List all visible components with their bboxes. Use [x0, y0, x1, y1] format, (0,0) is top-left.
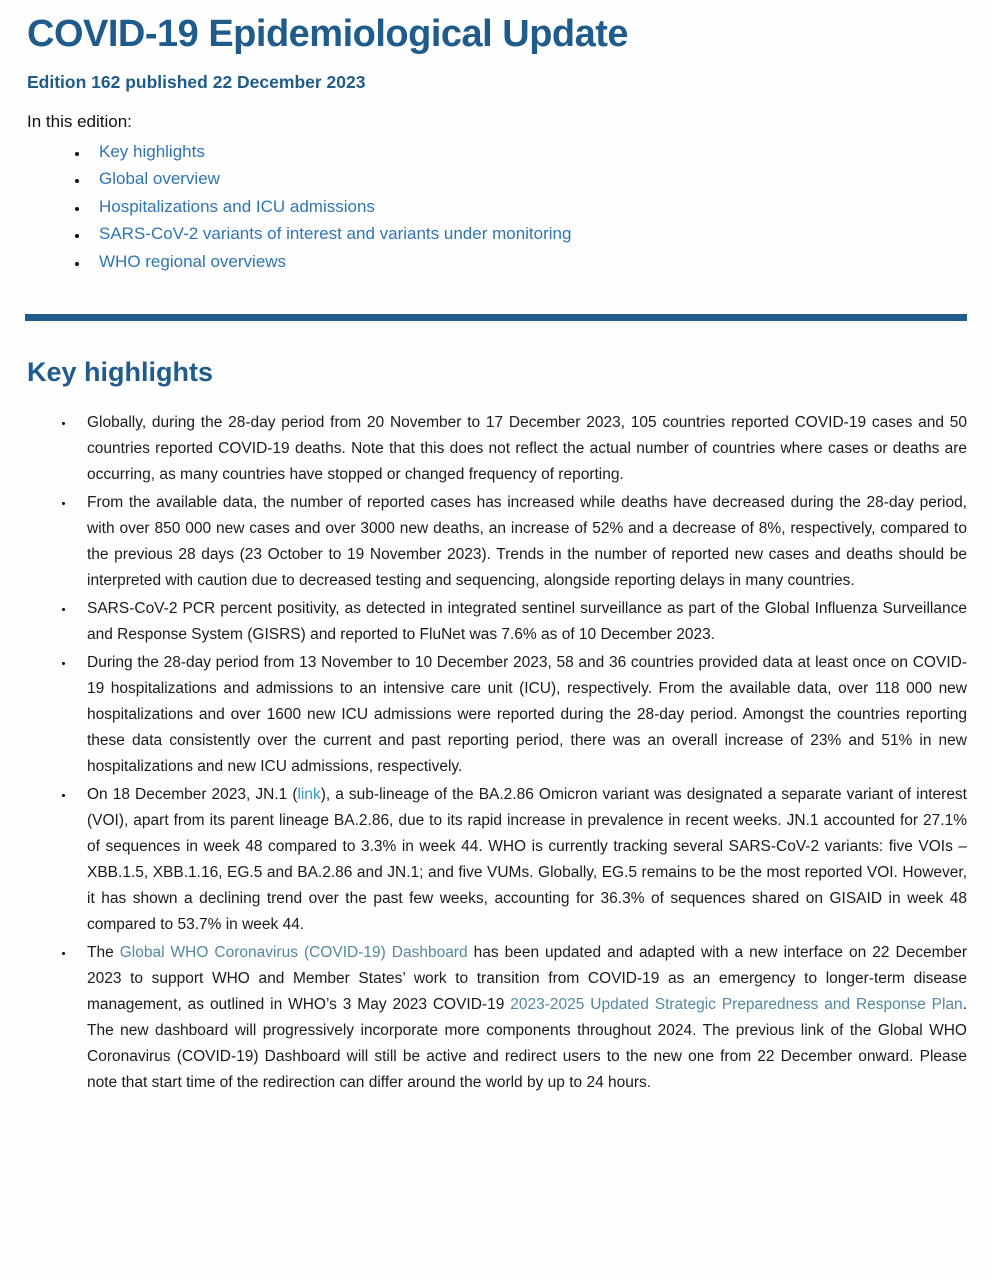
- highlight-bullet: [75, 940, 967, 1096]
- bullet-text: From the available data, the number of reported cases has increased while deaths have decreased during the 28-day period, with over 850 000 new cases and over 3000 new deaths, an increase of 52% and a decrease of 8%, respectively, compared to the previous 28 days (23 October to 19 November 2023). Trends in the number of reported new cases and deaths should be interpreted with caution due to decreased testing and sequencing, alongside reporting delays in many countries.: [87, 494, 967, 590]
- bullet-text: Globally, during the 28-day period from 20 November to 17 December 2023, 105 countries reported COVID-19 cases and 50 countries reported COVID-19 deaths. Note that this does not reflect the actual number of countries where cases or deaths are occurring, as many countries have stopped or changed frequency of reporting.: [87, 414, 967, 484]
- sprp-link[interactable]: 2023-2025 Updated Strategic Preparedness and Response Plan: [510, 996, 963, 1014]
- highlight-bullet: [75, 490, 967, 594]
- page-title: COVID-19 Epidemiological Update: [27, 13, 629, 55]
- toc-link-1[interactable]: Global overview: [99, 169, 220, 189]
- edition-line: Edition 162 published 22 December 2023: [27, 71, 366, 92]
- highlight-bullet: [75, 782, 967, 938]
- toc-link-2[interactable]: Hospitalizations and ICU admissions: [99, 196, 375, 216]
- bullet-text: During the 28-day period from 13 November to 10 December 2023, 58 and 36 countries provided data at least once on COVID-19 hospitalizations and admissions to an intensive care unit (ICU), respectively. From the available data, over 118 000 new hospitalizations and over 1600 new ICU admissions were reported during the 28-day period. Amongst the countries reporting these data consistently over the current and past reporting period, there was an overall increase of 23% and 51% in new hospitalizations and new ICU admissions, respectively.: [87, 654, 967, 776]
- dashboard-link[interactable]: Global WHO Coronavirus (COVID-19) Dashboard: [119, 944, 468, 962]
- toc-link-4[interactable]: WHO regional overviews: [99, 251, 287, 271]
- bullet-text: On 18 December 2023, JN.1 (: [87, 786, 298, 804]
- toc-list: [27, 138, 967, 276]
- toc-item: [89, 220, 967, 248]
- toc-item: [89, 193, 967, 221]
- toc-item: [89, 138, 967, 166]
- highlight-bullet: [75, 410, 967, 488]
- toc-label: In this edition:: [27, 111, 132, 131]
- bullet-text: . The new dashboard will progressively incorporate more components throughout 2024. The previous link of the Global WHO Coronavirus (COVID-19) Dashboard will still be active and redirect users to the new one from 22 December onward. Please note that start time of the redirection can differ around the world by up to 24 hours.: [87, 996, 967, 1092]
- toc-item: [89, 165, 967, 193]
- toc-link-3[interactable]: SARS-CoV-2 variants of interest and variants under monitoring: [99, 224, 572, 244]
- bullet-text: The: [87, 944, 120, 962]
- jn1-link[interactable]: link: [297, 786, 321, 804]
- section-divider: [25, 314, 967, 321]
- section-heading: Key highlights: [27, 357, 214, 388]
- bullet-text: has been updated and adapted with a new interface on 22 December 2023 to support WHO and Member States’ work to transition from COVID-19 as an emergency to longer-term disease management, as outlined in WHO’s 3 May 2023 COVID-19: [87, 944, 967, 1014]
- key-highlights-list: [27, 410, 967, 1096]
- toc-link-0[interactable]: Key highlights: [99, 141, 205, 161]
- highlight-bullet: [75, 650, 967, 780]
- highlight-bullet: [75, 596, 967, 648]
- toc-item: [89, 248, 967, 276]
- bullet-text: SARS-CoV-2 PCR percent positivity, as detected in integrated sentinel surveillance as part of the Global Influenza Surveillance and Response System (GISRS) and reported to FluNet was 7.6% as of 10 December 2023.: [87, 600, 967, 644]
- bullet-text: ), a sub-lineage of the BA.2.86 Omicron variant was designated a separate variant of interest (VOI), apart from its parent lineage BA.2.86, due to its rapid increase in prevalence in recent weeks. JN.1 accounted for 27.1% of sequences in week 48 compared to 3.3% in week 44. WHO is currently tracking several SARS-CoV-2 variants: five VOIs – XBB.1.5, XBB.1.16, EG.5 and BA.2.86 and JN.1; and five VUMs. Globally, EG.5 remains to be the most reported VOI. However, it has shown a declining trend over the past few weeks, accounting for 36.3% of sequences shared on GISAID in week 48 compared to 53.7% in week 44.: [87, 786, 967, 934]
